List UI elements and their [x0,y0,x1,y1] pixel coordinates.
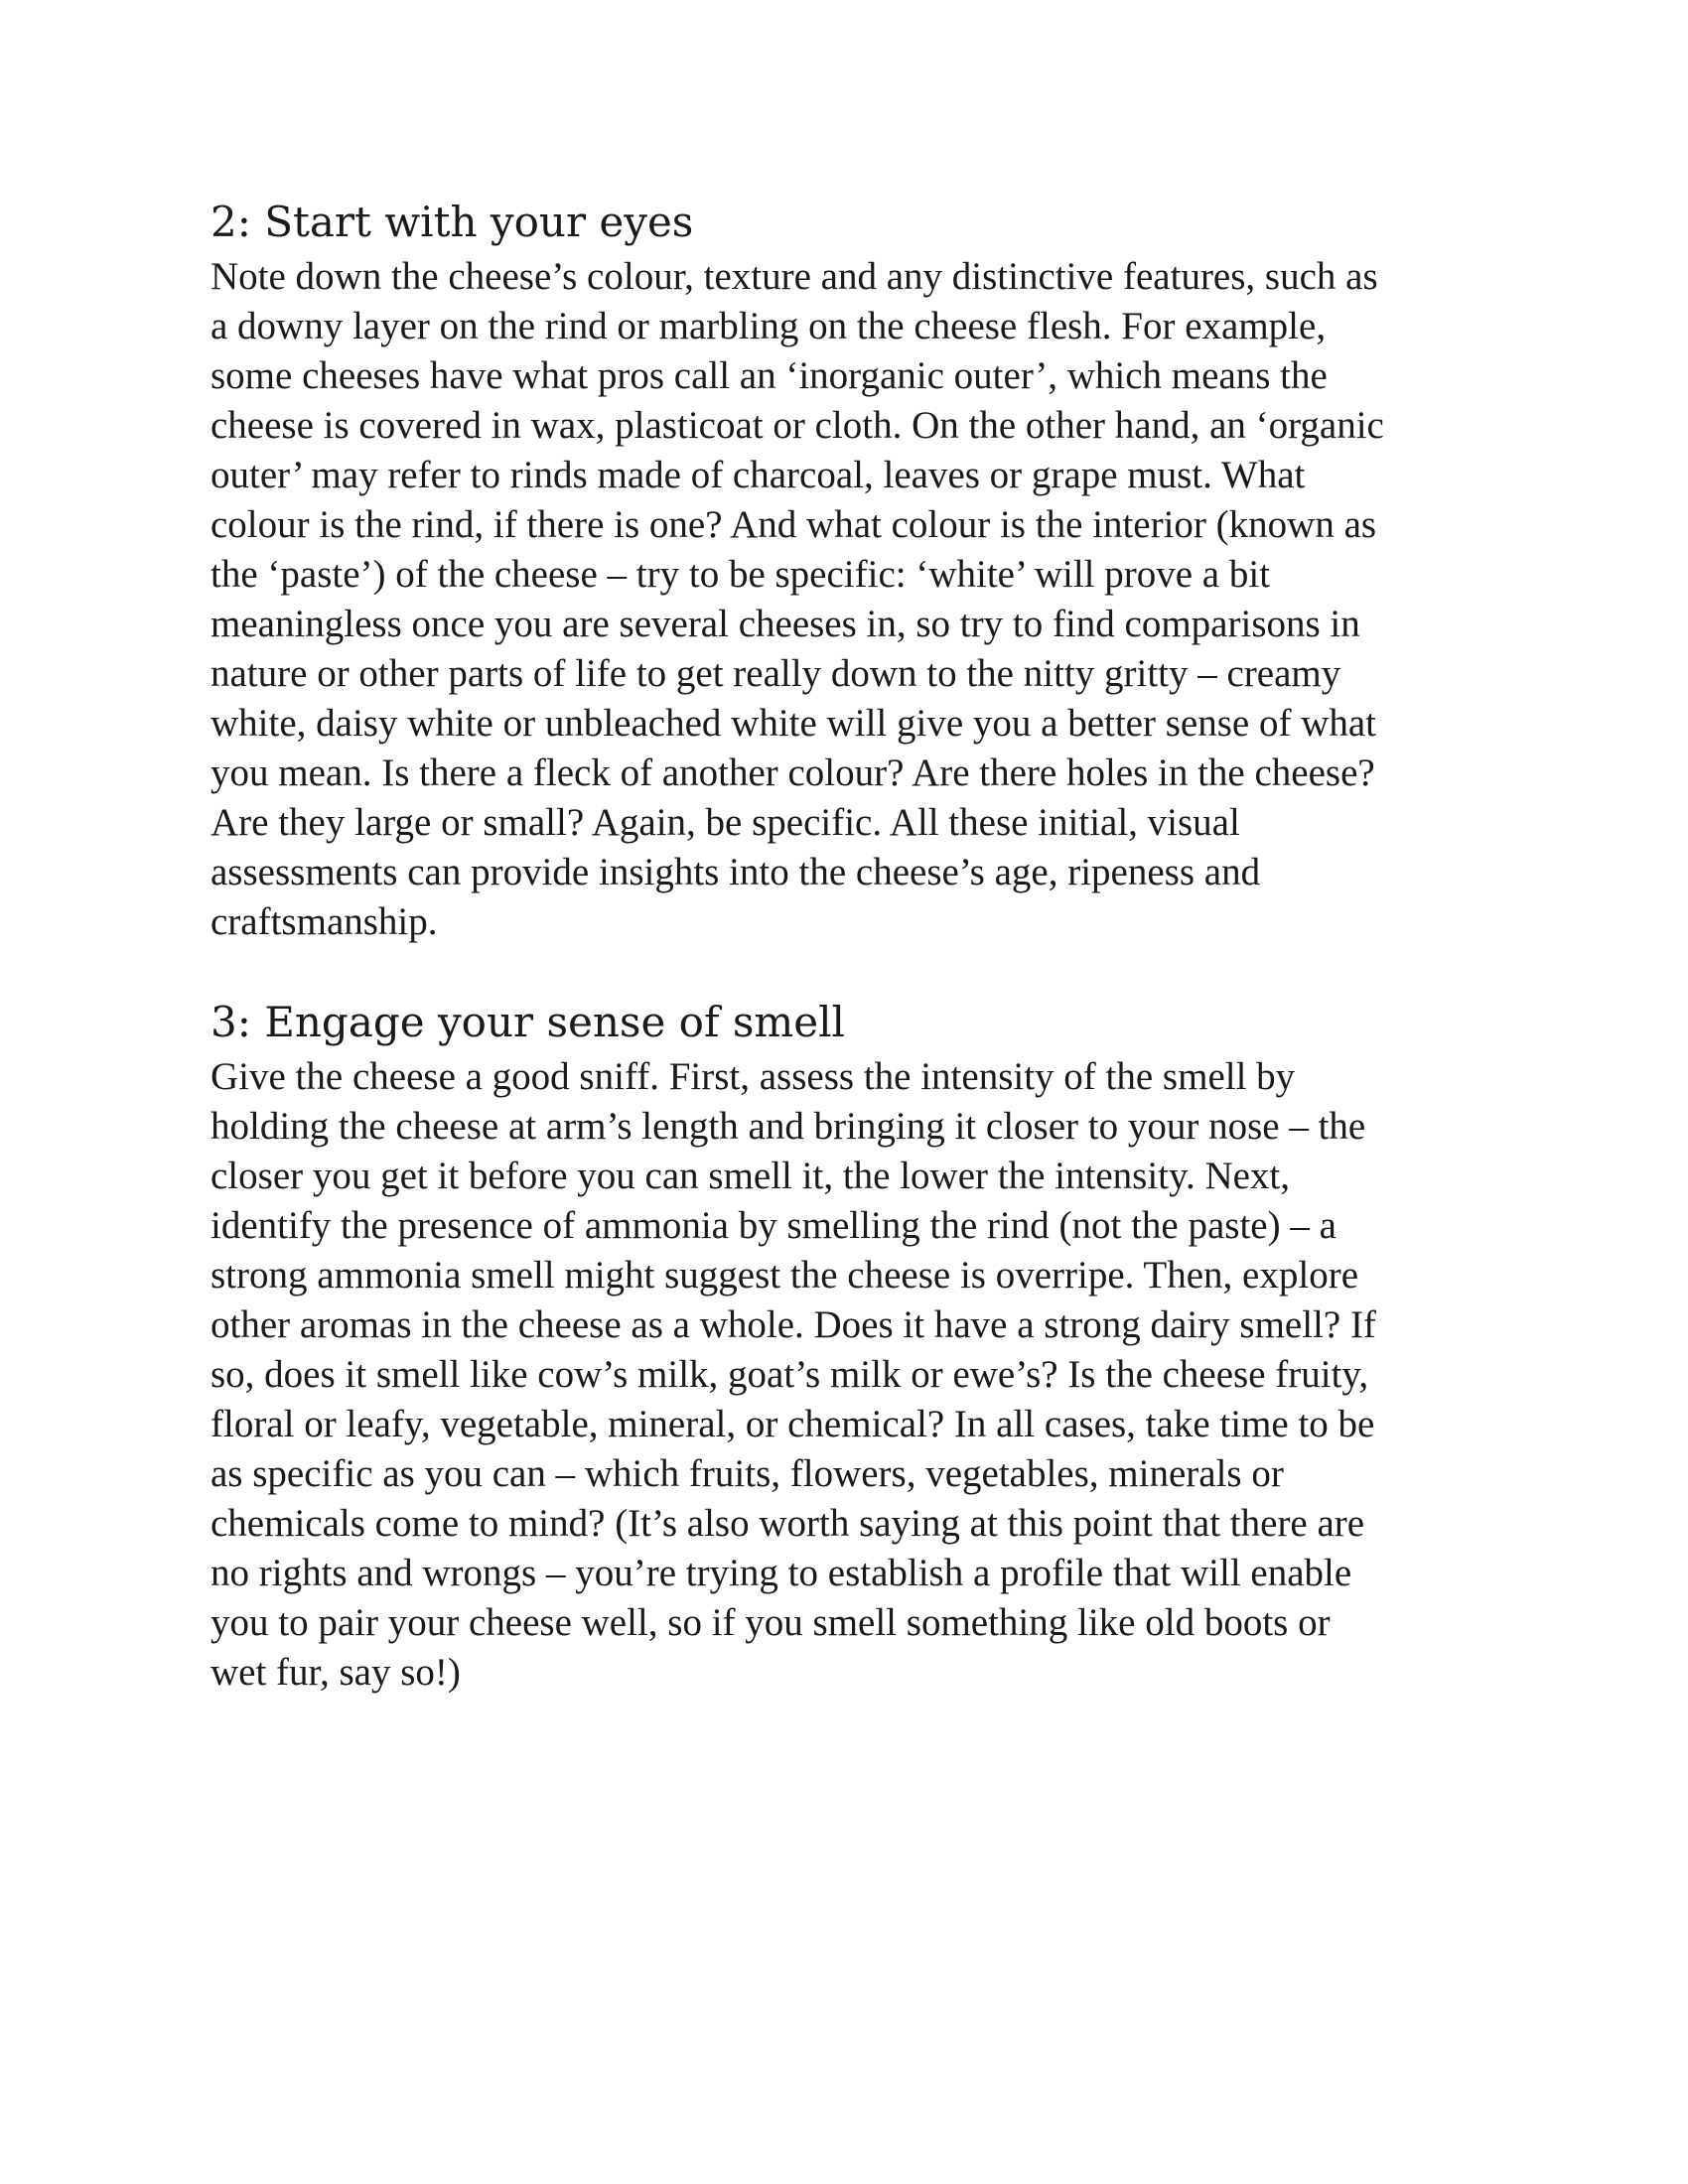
text-line: so, does it smell like cow’s milk, goat’s milk or ewe’s? Is the cheese fruity, [211,1353,1369,1396]
section-paragraph [211,1052,1491,1698]
text-line: craftsmanship. [211,900,438,943]
text-line: Give the cheese a good sniff. First, assess the intensity of the smell by [211,1055,1296,1098]
section-start-with-your-eyes [211,195,1491,947]
text-line: the ‘paste’) of the cheese – try to be specific: ‘white’ will prove a bit [211,553,1271,596]
text-line: chemicals come to mind? (It’s also worth saying at this point that there are [211,1502,1365,1545]
section-paragraph [211,252,1491,947]
text-line: some cheeses have what pros call an ‘inorganic outer’, which means the [211,354,1328,397]
text-line: closer you get it before you can smell it, the lower the intensity. Next, [211,1155,1291,1197]
text-line: nature or other parts of life to get really down to the nitty gritty – creamy [211,652,1341,695]
text-line: colour is the rind, if there is one? And what colour is the interior (known as [211,503,1377,546]
section-engage-your-sense-of-smell [211,995,1491,1698]
text-line: holding the cheese at arm’s length and bringing it closer to your nose – the [211,1105,1366,1148]
text-line: wet fur, say so!) [211,1651,461,1694]
text-line: floral or leafy, vegetable, mineral, or chemical? In all cases, take time to be [211,1403,1375,1445]
text-line: you mean. Is there a fleck of another colour? Are there holes in the cheese? [211,751,1375,794]
section-heading: 3: Engage your sense of smell [211,998,845,1046]
text-line: other aromas in the cheese as a whole. Does it have a strong dairy smell? If [211,1303,1376,1346]
text-line: you to pair your cheese well, so if you smell something like old boots or [211,1601,1331,1644]
text-line: meaningless once you are several cheeses in, so try to find comparisons in [211,603,1360,645]
text-line: cheese is covered in wax, plasticoat or cloth. On the other hand, an ‘organic [211,404,1384,447]
text-line: Note down the cheese’s colour, texture and any distinctive features, such as [211,255,1378,298]
text-line: Are they large or small? Again, be specific. All these initial, visual [211,801,1240,844]
text-line: as specific as you can – which fruits, flowers, vegetables, minerals or [211,1452,1284,1495]
text-line: outer’ may refer to rinds made of charcoal, leaves or grape must. What [211,454,1306,496]
text-line: identify the presence of ammonia by smelling the rind (not the paste) – a [211,1204,1336,1247]
text-line: white, daisy white or unbleached white will give you a better sense of what [211,702,1376,745]
text-line: a downy layer on the rind or marbling on the cheese flesh. For example, [211,305,1327,347]
text-line: strong ammonia smell might suggest the cheese is overripe. Then, explore [211,1254,1359,1297]
section-heading: 2: Start with your eyes [211,198,694,246]
text-line: no rights and wrongs – you’re trying to establish a profile that will enable [211,1552,1352,1594]
text-line: assessments can provide insights into the cheese’s age, ripeness and [211,851,1261,893]
